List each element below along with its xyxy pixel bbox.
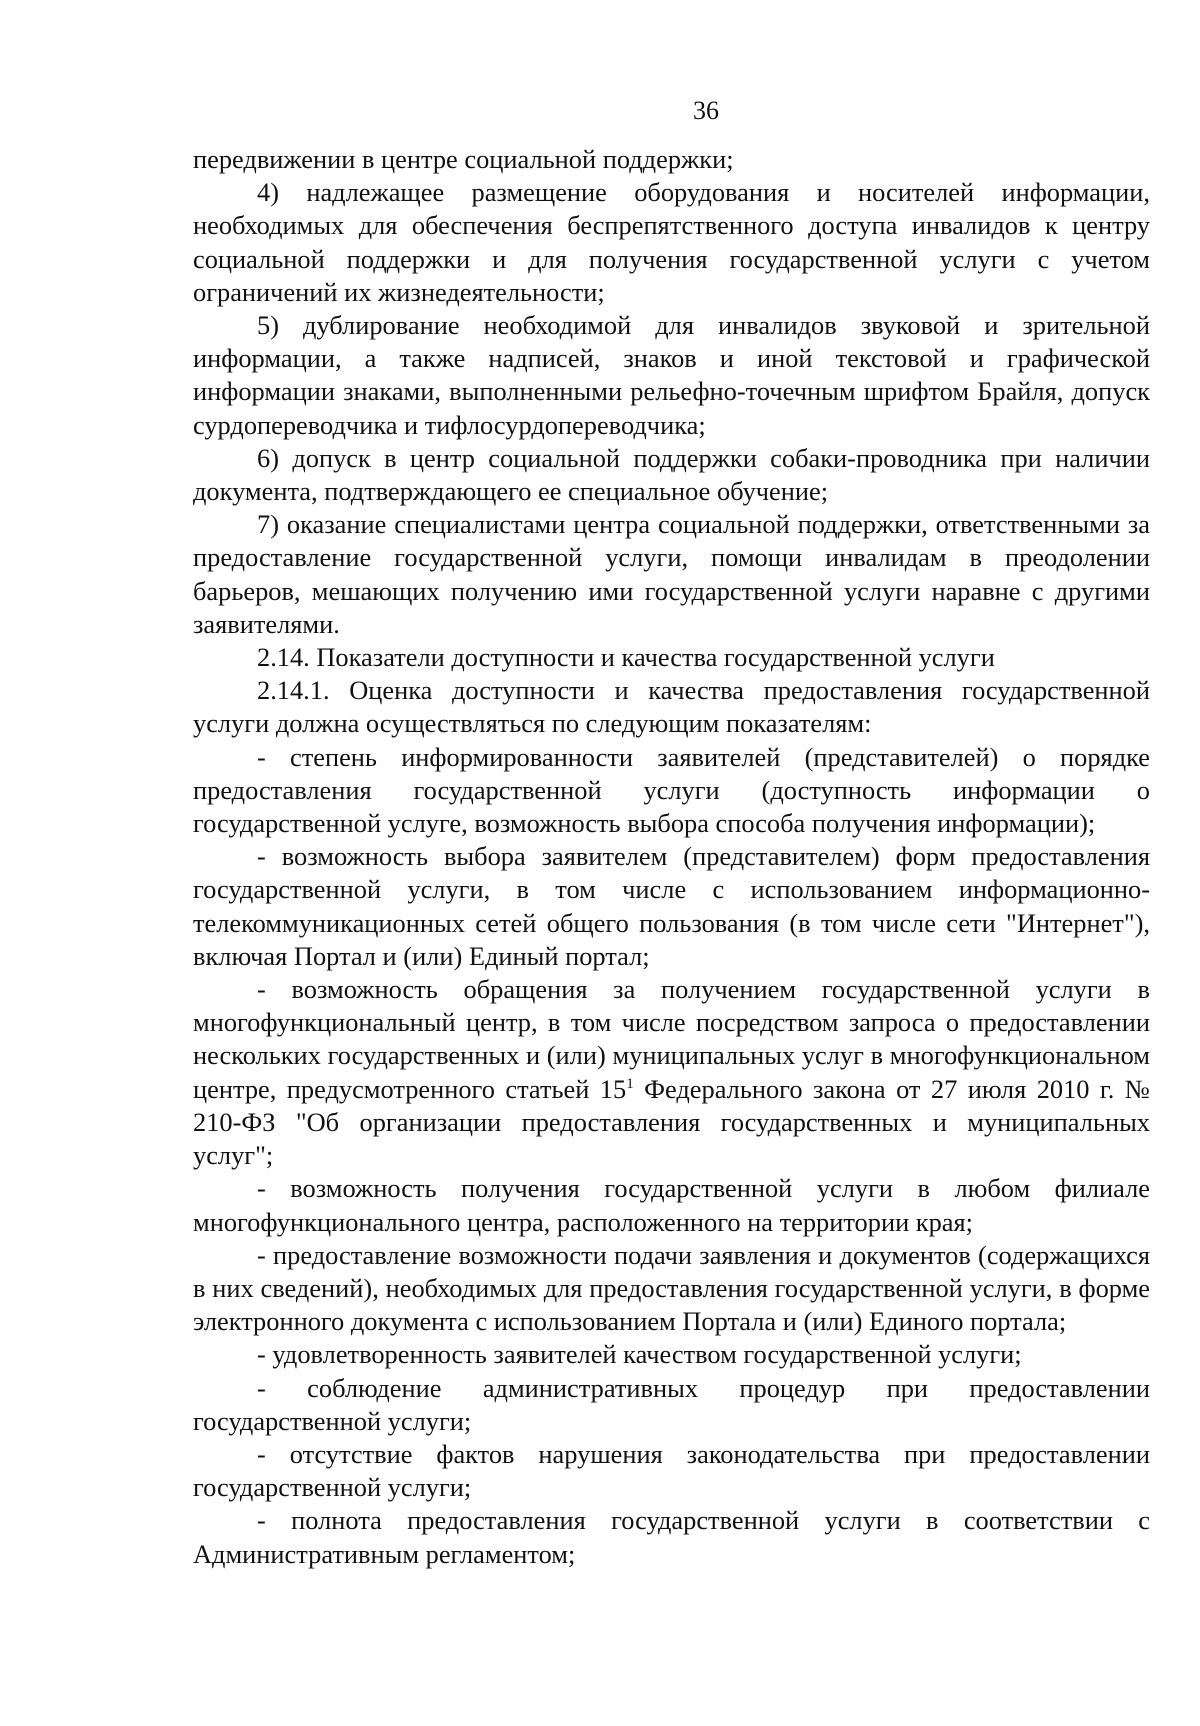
list-item-text: - соблюдение административных процедур при предоставлении государственной услуги; xyxy=(193,1372,1150,1436)
paragraph-text: передвижении в центре социальной поддержки; xyxy=(193,144,734,174)
list-item-text: - возможность выбора заявителем (представителем) форм предоставления государственной услуги, в том числе с использованием информационно-телекоммуникационных сетей общего пользования (в том числе сети "Интернет"), включая Портал и (или) Единый портал; xyxy=(193,841,1150,971)
list-item-text: - возможность получения государственной услуги в любом филиале многофункционального центра, расположенного на территории края; xyxy=(193,1173,1150,1237)
list-item-text: - возможность обращения за получением государственной услуги в многофункциональный центр, в том числе посредством запроса о предоставлении нескольких государственных и (или) муниципальных услуг в многофункциональном центре, предусмотренного статьей 15 xyxy=(193,974,1150,1104)
paragraph xyxy=(193,309,1150,442)
list-item-text: - удовлетворенность заявителей качеством государственной услуги; xyxy=(257,1339,1022,1370)
paragraph-text: 4) надлежащее размещение оборудования и носителей информации, необходимых для обеспечения беспрепятственного доступа инвалидов к центру социальной поддержки и для получения государственной услуги с учетом ограничений их жизнедеятельности; xyxy=(193,177,1150,307)
paragraph-text: 6) допуск в центр социальной поддержки собаки-проводника при наличии документа, подтверждающего ее специальное обучение; xyxy=(193,442,1150,507)
list-item xyxy=(193,1504,1150,1570)
paragraph xyxy=(193,176,1150,309)
paragraph xyxy=(193,508,1150,641)
list-item-text: - полнота предоставления государственной услуги в соответствии с Административным регламентом; xyxy=(193,1505,1150,1569)
list-item xyxy=(193,840,1150,973)
list-item xyxy=(193,1338,1150,1371)
list-item xyxy=(193,1438,1150,1504)
section-heading xyxy=(193,641,1150,674)
list-item xyxy=(193,1172,1150,1238)
list-item xyxy=(193,973,1150,1172)
section-heading-text: 2.14. Показатели доступности и качества государственной услуги xyxy=(257,642,995,673)
list-item-text: - предоставление возможности подачи заявления и документов (содержащихся в них сведений), необходимых для предоставления государственной услуги, в форме электронного документа с использованием Портала и (или) Единого портала; xyxy=(193,1239,1150,1337)
page-number: 36 xyxy=(693,96,719,125)
paragraph xyxy=(193,143,1150,176)
list-item xyxy=(193,741,1150,841)
paragraph-text: 5) дублирование необходимой для инвалидов звуковой и зрительной информации, а также надписей, знаков и иной текстовой и графической информации знаками, выполненными рельефно-точечным шрифтом Брайля, допуск сурдопереводчика и тифлосурдопереводчика; xyxy=(193,310,1150,440)
list-item-text: - степень информированности заявителей (представителей) о порядке предоставления государственной услуги (доступность информации о государственной услуге, возможность выбора способа получения информации); xyxy=(193,741,1150,839)
list-item-text: - отсутствие фактов нарушения законодательства при предоставлении государственной услуги; xyxy=(193,1438,1150,1503)
paragraph-text: 7) оказание специалистами центра социальной поддержки, ответственными за предоставление государственной услуги, помощи инвалидам в преодолении барьеров, мешающих получению ими государственной услуги наравне с другими заявителями. xyxy=(193,509,1150,639)
paragraph xyxy=(193,674,1150,740)
paragraph xyxy=(193,442,1150,508)
list-item xyxy=(193,1372,1150,1438)
document-body xyxy=(193,143,1150,1571)
list-item xyxy=(193,1239,1150,1339)
paragraph-text: 2.14.1. Оценка доступности и качества предоставления государственной услуги должна осуществляться по следующим показателям: xyxy=(193,675,1150,739)
list-item-text-continued: Федерального закона от 27 июля 2010 г. № 210-ФЗ "Об организации предоставления государственных и муниципальных услуг"; xyxy=(193,1073,1150,1171)
superscript: 1 xyxy=(626,1075,634,1092)
